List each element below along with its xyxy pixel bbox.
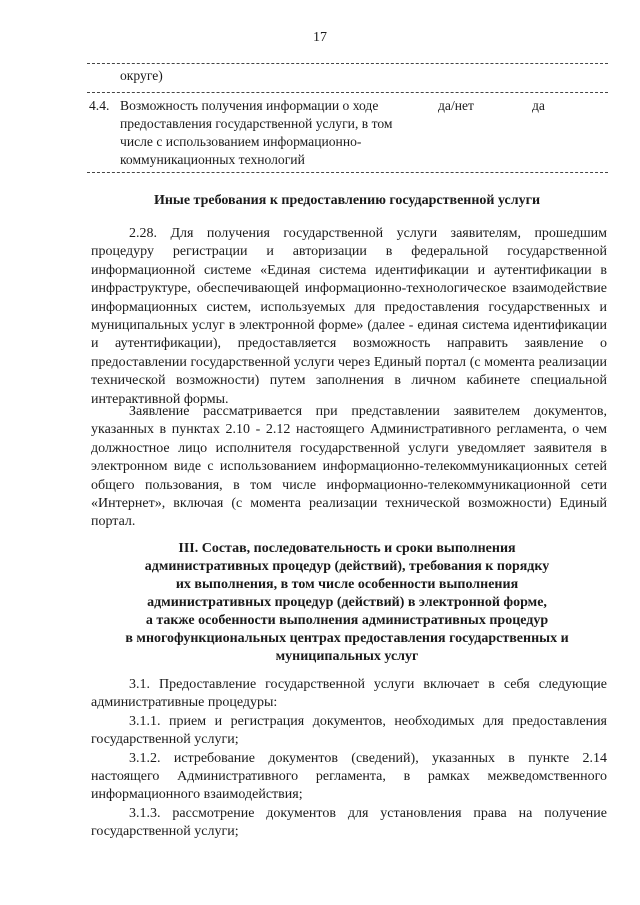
heading-line: их выполнения, в том числе особенности выполнения (175, 577, 519, 592)
table-row-description: Возможность получения информации о ходе предоставления государственной услуги, в том числе с использованием информационно-коммуникационных технологий (120, 98, 393, 167)
heading-line: III. Состав, последовательность и сроки выполнения (178, 541, 516, 556)
table-continuation-text: округе) (120, 68, 163, 83)
heading-line: административных процедур (действий), требования к порядку (144, 559, 550, 574)
section-heading-three (87, 540, 607, 666)
table-divider-bottom (87, 172, 608, 173)
heading-line: административных процедур (действий) в электронной форме, (147, 595, 547, 610)
paragraph-3-1: 3.1. Предоставление государственной услуги включает в себя следующие административные процедуры: (91, 677, 607, 711)
paragraph-3-1-3: 3.1.3. рассмотрение документов для установления права на получение государственной услуги; (91, 805, 607, 840)
heading-line: в многофункциональных центрах предоставления государственных и (125, 631, 569, 646)
paragraph-2-28 (91, 225, 607, 409)
paragraph-text: Заявление рассматривается при представлении заявителем документов, указанных в пунктах 2.10 - 2.12 настоящего Административного регламента, о чем должностное лицо исполнителя государственной услуги уведомляет заявителя в электронном виде с использованием информационно-телекоммуникационных сетей общего пользования, в том числе информационно-телекоммуникационной сети «Интернет», включая (с момента реализации технической возможности) Единый портал. (91, 404, 607, 530)
section-heading-other-requirements: Иные требования к предоставлению государственной услуги (153, 193, 541, 208)
heading-line: а также особенности выполнения административных процедур (145, 613, 549, 628)
page-number: 17 (313, 30, 327, 45)
paragraph-3-1-2: 3.1.2. истребование документов (сведений), указанных в пункте 2.14 настоящего Административного регламента, в рамках межведомственного информационного взаимодействия; (91, 750, 607, 803)
table-row-value: да (532, 98, 545, 113)
paragraph-text: 2.28. Для получения государственной услуги заявителям, прошедшим процедуру регистрации и авторизации в федеральной государственной информационной системе «Единая система идентификации и аутентификации в инфраструктуре, обеспечивающей информационно-технологическое взаимодействие информационных систем, используемых для предоставления государственных и муниципальных услуг в электронной форме» (далее - единая система идентификации и аутентификации), предоставляется возможность направить заявление о предоставлении государственной услуги через Единый портал (с момента реализации технической возможности) путем заполнения в личном кабинете специальной интерактивной формы. (91, 226, 607, 407)
table-divider-top (87, 63, 608, 64)
table-row-options: да/нет (438, 98, 474, 113)
heading-line: муниципальных услуг (275, 649, 419, 664)
table-row-number: 4.4. (89, 98, 110, 113)
paragraph-3-1-1: 3.1.1. прием и регистрация документов, необходимых для предоставления государственной услуги; (91, 713, 607, 748)
section-three-body (91, 676, 607, 842)
paragraph-application (91, 403, 607, 532)
table-divider-middle (87, 92, 608, 93)
